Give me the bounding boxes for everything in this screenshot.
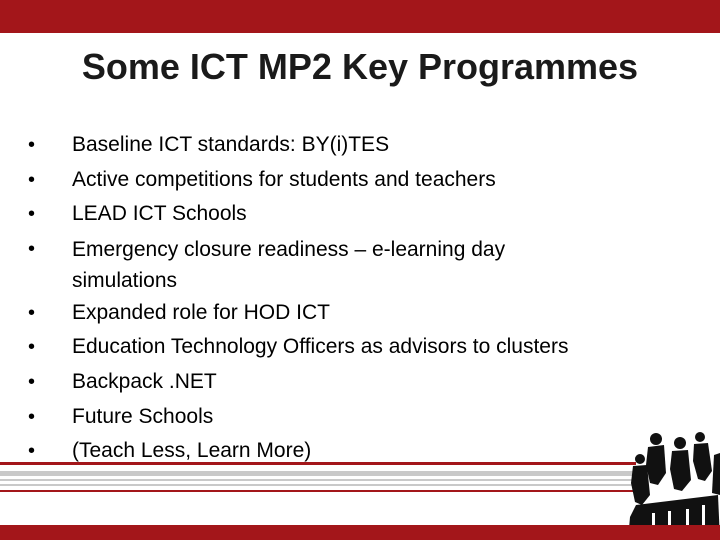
bullet-dot-icon: • (28, 237, 36, 260)
stripe-red-top (0, 462, 636, 465)
stripe-red-bottom (0, 490, 636, 492)
bullet-item: • Backpack .NET (28, 365, 658, 400)
bullet-dot-icon: • (28, 301, 36, 324)
bullet-item: • LEAD ICT Schools (28, 197, 658, 232)
bullet-dot-icon: • (28, 405, 36, 428)
stripe-grey-1 (0, 471, 636, 476)
bullet-dot-icon: • (28, 370, 36, 393)
bullet-dot-icon: • (28, 168, 36, 191)
decorative-stripes (0, 462, 640, 502)
bullet-item: • Education Technology Officers as advisors to clusters (28, 330, 658, 365)
bullet-item: • Emergency closure readiness – e-learning day simulations (28, 232, 658, 296)
bullet-item: • Future Schools (28, 400, 658, 435)
students-silhouette-icon (628, 425, 720, 540)
stripe-grey-3 (0, 484, 636, 486)
bottom-accent-bar (0, 525, 720, 540)
bullet-dot-icon: • (28, 203, 36, 226)
bullet-dot-icon: • (28, 336, 36, 359)
bullet-item: • (Teach Less, Learn More) (28, 434, 658, 469)
bullet-item: • Active competitions for students and teachers (28, 163, 658, 198)
bullet-item: • Baseline ICT standards: BY(i)TES (28, 128, 658, 163)
bullet-dot-icon: • (28, 134, 36, 156)
bullet-list (28, 128, 658, 469)
slide-title: Some ICT MP2 Key Programmes (81, 46, 639, 87)
bullet-dot-icon: • (28, 440, 36, 463)
top-accent-bar (0, 0, 720, 33)
bullet-item: • Expanded role for HOD ICT (28, 296, 658, 331)
stripe-grey-2 (0, 479, 636, 481)
